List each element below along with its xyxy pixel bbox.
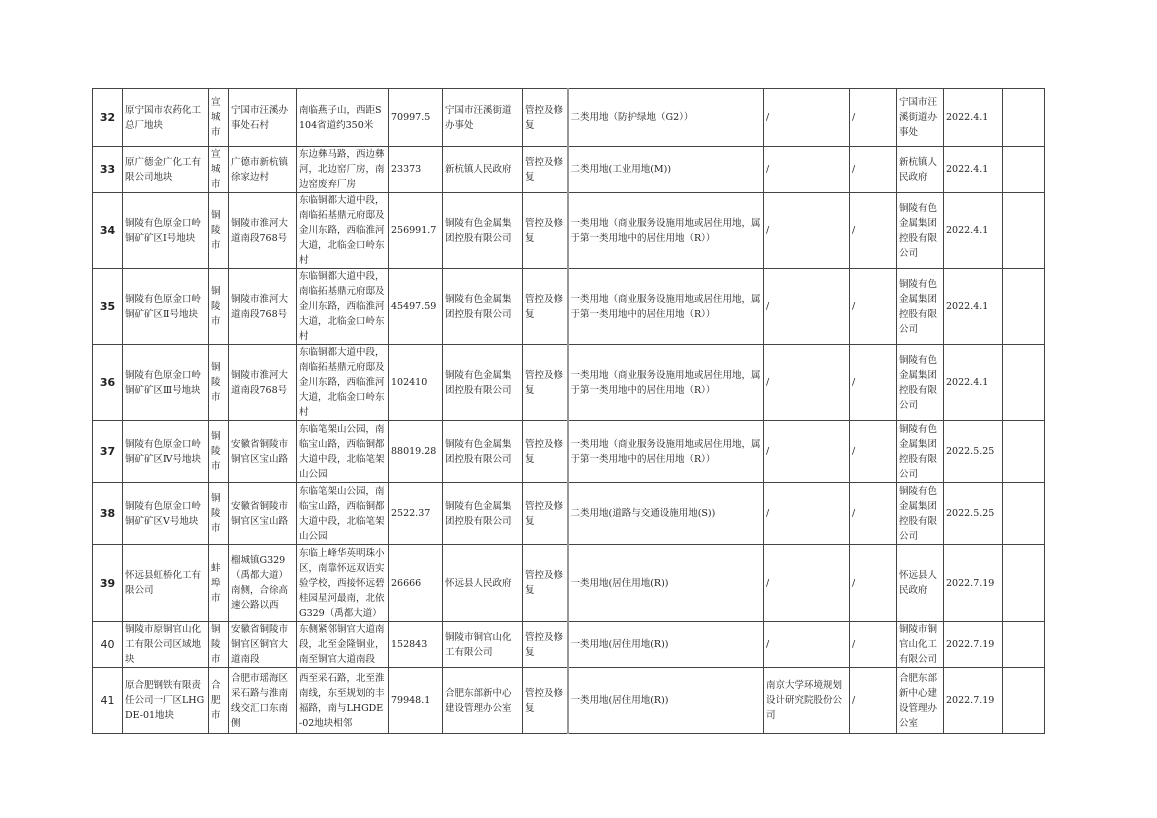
cell-consultant: / bbox=[764, 421, 850, 483]
cell-implementing-unit: 合肥东部新中心建设管理办公室 bbox=[897, 668, 944, 734]
cell-date: 2022.4.1 bbox=[944, 147, 1003, 193]
cell-remark bbox=[1003, 668, 1045, 734]
cell-date: 2022.7.19 bbox=[944, 668, 1003, 734]
cell-boundaries: 东临铜都大道中段，南临拓基鼎元府邸及金川东路，西临淮河大道，北临金口岭东村 bbox=[297, 193, 389, 269]
cell-location: 合肥市瑶海区采石路与淮南线交汇口东南侧 bbox=[229, 668, 297, 734]
cell-site-name: 原宁国市农药化工总厂地块 bbox=[123, 89, 209, 147]
cell-column-11: / bbox=[850, 622, 897, 668]
cell-site-name: 原广德金广化工有限公司地块 bbox=[123, 147, 209, 193]
cell-land-use: 二类用地(工业用地(M)) bbox=[568, 147, 764, 193]
cell-remark bbox=[1003, 193, 1045, 269]
table-row bbox=[93, 345, 1045, 421]
cell-area: 23373 bbox=[389, 147, 443, 193]
cell-responsible-party: 铜陵有色金属集团控股有限公司 bbox=[443, 421, 523, 483]
cell-measure-type: 管控及修复 bbox=[523, 89, 568, 147]
cell-measure-type: 管控及修复 bbox=[523, 421, 568, 483]
table-row bbox=[93, 421, 1045, 483]
cell-measure-type: 管控及修复 bbox=[523, 483, 568, 545]
cell-boundaries: 东临上峰华英明珠小区，南靠怀远双语实验学校，西接怀远碧桂园星河最南，北依G329（禹都大道） bbox=[297, 545, 389, 622]
cell-date: 2022.4.1 bbox=[944, 269, 1003, 345]
cell-measure-type: 管控及修复 bbox=[523, 193, 568, 269]
cell-row-number: 36 bbox=[93, 345, 123, 421]
cell-boundaries: 东临笔架山公园，南临宝山路，西临铜都大道中段，北临笔架山公园 bbox=[297, 483, 389, 545]
cell-site-name: 怀远县虹桥化工有限公司 bbox=[123, 545, 209, 622]
cell-consultant: / bbox=[764, 269, 850, 345]
table-row bbox=[93, 193, 1045, 269]
table-row bbox=[93, 147, 1045, 193]
cell-date: 2022.4.1 bbox=[944, 345, 1003, 421]
cell-implementing-unit: 新杭镇人民政府 bbox=[897, 147, 944, 193]
cell-consultant: / bbox=[764, 147, 850, 193]
cell-city: 铜陵市 bbox=[209, 345, 229, 421]
cell-land-use: 二类用地(道路与交通设施用地(S)) bbox=[568, 483, 764, 545]
table-row bbox=[93, 622, 1045, 668]
cell-column-11: / bbox=[850, 668, 897, 734]
cell-area: 102410 bbox=[389, 345, 443, 421]
cell-responsible-party: 铜陵有色金属集团控股有限公司 bbox=[443, 269, 523, 345]
cell-location: 榴城镇G329（禹都大道）南侧，合徐高速公路以西 bbox=[229, 545, 297, 622]
cell-measure-type: 管控及修复 bbox=[523, 345, 568, 421]
cell-implementing-unit: 铜陵有色金属集团控股有限公司 bbox=[897, 269, 944, 345]
cell-responsible-party: 合肥东部新中心建设管理办公室 bbox=[443, 668, 523, 734]
cell-responsible-party: 新杭镇人民政府 bbox=[443, 147, 523, 193]
table-row bbox=[93, 545, 1045, 622]
cell-city: 宣城市 bbox=[209, 147, 229, 193]
cell-responsible-party: 宁国市汪溪街道办事处 bbox=[443, 89, 523, 147]
cell-area: 88019.28 bbox=[389, 421, 443, 483]
cell-measure-type: 管控及修复 bbox=[523, 147, 568, 193]
cell-implementing-unit: 铜陵有色金属集团控股有限公司 bbox=[897, 345, 944, 421]
cell-land-use: 一类用地(居住用地(R)) bbox=[568, 545, 764, 622]
cell-date: 2022.4.1 bbox=[944, 89, 1003, 147]
cell-city: 宣城市 bbox=[209, 89, 229, 147]
cell-implementing-unit: 怀远县人民政府 bbox=[897, 545, 944, 622]
cell-city: 铜陵市 bbox=[209, 193, 229, 269]
cell-boundaries: 东临铜都大道中段，南临拓基鼎元府邸及金川东路，西临淮河大道，北临金口岭东村 bbox=[297, 345, 389, 421]
cell-row-number: 32 bbox=[93, 89, 123, 147]
cell-site-name: 原合肥钢铁有限责任公司一厂区LHGDE-01地块 bbox=[123, 668, 209, 734]
cell-remark bbox=[1003, 89, 1045, 147]
cell-boundaries: 南临燕子山，西距S104省道约350米 bbox=[297, 89, 389, 147]
cell-location: 安徽省铜陵市铜官区宝山路 bbox=[229, 483, 297, 545]
cell-implementing-unit: 铜陵有色金属集团控股有限公司 bbox=[897, 421, 944, 483]
cell-row-number: 41 bbox=[93, 668, 123, 734]
cell-consultant: / bbox=[764, 193, 850, 269]
cell-land-use: 一类用地（商业服务设施用地或居住用地，属于第一类用地中的居住用地（R）） bbox=[568, 269, 764, 345]
cell-consultant: / bbox=[764, 483, 850, 545]
cell-consultant: / bbox=[764, 622, 850, 668]
cell-column-11: / bbox=[850, 89, 897, 147]
cell-area: 256991.7 bbox=[389, 193, 443, 269]
cell-date: 2022.7.19 bbox=[944, 622, 1003, 668]
cell-date: 2022.7.19 bbox=[944, 545, 1003, 622]
cell-consultant: / bbox=[764, 89, 850, 147]
cell-city: 铜陵市 bbox=[209, 483, 229, 545]
cell-city: 铜陵市 bbox=[209, 269, 229, 345]
cell-column-11: / bbox=[850, 545, 897, 622]
cell-date: 2022.4.1 bbox=[944, 193, 1003, 269]
cell-column-11: / bbox=[850, 421, 897, 483]
table-row bbox=[93, 483, 1045, 545]
cell-boundaries: 东临笔架山公园，南临宝山路，西临铜都大道中段，北临笔架山公园 bbox=[297, 421, 389, 483]
cell-row-number: 40 bbox=[93, 622, 123, 668]
table-row bbox=[93, 89, 1045, 147]
cell-city: 合肥市 bbox=[209, 668, 229, 734]
cell-location: 宁国市汪溪办事处石村 bbox=[229, 89, 297, 147]
cell-land-use: 一类用地(居住用地(R)) bbox=[568, 668, 764, 734]
cell-responsible-party: 铜陵市铜官山化工有限公司 bbox=[443, 622, 523, 668]
cell-implementing-unit: 铜陵有色金属集团控股有限公司 bbox=[897, 193, 944, 269]
cell-responsible-party: 铜陵有色金属集团控股有限公司 bbox=[443, 483, 523, 545]
cell-row-number: 33 bbox=[93, 147, 123, 193]
cell-implementing-unit: 铜陵有色金属集团控股有限公司 bbox=[897, 483, 944, 545]
cell-row-number: 39 bbox=[93, 545, 123, 622]
cell-consultant: / bbox=[764, 345, 850, 421]
cell-measure-type: 管控及修复 bbox=[523, 545, 568, 622]
cell-remark bbox=[1003, 147, 1045, 193]
contaminated-sites-table bbox=[92, 88, 1045, 734]
cell-location: 铜陵市淮河大道南段768号 bbox=[229, 345, 297, 421]
cell-city: 蚌埠市 bbox=[209, 545, 229, 622]
cell-column-11: / bbox=[850, 147, 897, 193]
cell-city: 铜陵市 bbox=[209, 421, 229, 483]
cell-row-number: 34 bbox=[93, 193, 123, 269]
cell-site-name: 铜陵有色原金口岭铜矿矿区Ⅳ号地块 bbox=[123, 421, 209, 483]
cell-boundaries: 西至采石路，北至淮南线，东至规划的丰福路，南与LHGDE-02地块相邻 bbox=[297, 668, 389, 734]
cell-column-11: / bbox=[850, 483, 897, 545]
cell-boundaries: 东侧紧邻铜官大道南段，北至金隆铜业，南至铜官大道南段 bbox=[297, 622, 389, 668]
table-row bbox=[93, 269, 1045, 345]
cell-consultant: 南京大学环境规划设计研究院股份公司 bbox=[764, 668, 850, 734]
cell-remark bbox=[1003, 269, 1045, 345]
cell-site-name: 铜陵市原铜官山化工有限公司区域地块 bbox=[123, 622, 209, 668]
cell-area: 79948.1 bbox=[389, 668, 443, 734]
cell-date: 2022.5.25 bbox=[944, 483, 1003, 545]
cell-remark bbox=[1003, 622, 1045, 668]
cell-column-11: / bbox=[850, 345, 897, 421]
cell-area: 152843 bbox=[389, 622, 443, 668]
cell-city: 铜陵市 bbox=[209, 622, 229, 668]
table-row bbox=[93, 668, 1045, 734]
cell-responsible-party: 铜陵有色金属集团控股有限公司 bbox=[443, 345, 523, 421]
cell-location: 铜陵市淮河大道南段768号 bbox=[229, 193, 297, 269]
cell-site-name: 铜陵有色原金口岭铜矿矿区Ⅴ号地块 bbox=[123, 483, 209, 545]
cell-row-number: 37 bbox=[93, 421, 123, 483]
cell-remark bbox=[1003, 545, 1045, 622]
cell-implementing-unit: 铜陵市铜官山化工有限公司 bbox=[897, 622, 944, 668]
cell-boundaries: 东边彝马路，西边彝河，北边窑厂房，南边窑废弃厂房 bbox=[297, 147, 389, 193]
cell-location: 安徽省铜陵市铜官区宝山路 bbox=[229, 421, 297, 483]
cell-responsible-party: 铜陵有色金属集团控股有限公司 bbox=[443, 193, 523, 269]
cell-area: 2522.37 bbox=[389, 483, 443, 545]
cell-row-number: 35 bbox=[93, 269, 123, 345]
cell-site-name: 铜陵有色原金口岭铜矿矿区Ⅱ号地块 bbox=[123, 269, 209, 345]
cell-location: 安徽省铜陵市铜官区铜官大道南段 bbox=[229, 622, 297, 668]
cell-remark bbox=[1003, 421, 1045, 483]
cell-implementing-unit: 宁国市汪溪街道办事处 bbox=[897, 89, 944, 147]
cell-measure-type: 管控及修复 bbox=[523, 269, 568, 345]
cell-measure-type: 管控及修复 bbox=[523, 668, 568, 734]
cell-consultant: / bbox=[764, 545, 850, 622]
cell-area: 70997.5 bbox=[389, 89, 443, 147]
cell-responsible-party: 怀远县人民政府 bbox=[443, 545, 523, 622]
cell-date: 2022.5.25 bbox=[944, 421, 1003, 483]
cell-land-use: 二类用地（防护绿地（G2）） bbox=[568, 89, 764, 147]
cell-row-number: 38 bbox=[93, 483, 123, 545]
table-body bbox=[93, 89, 1045, 734]
cell-area: 45497.59 bbox=[389, 269, 443, 345]
cell-measure-type: 管控及修复 bbox=[523, 622, 568, 668]
cell-remark bbox=[1003, 483, 1045, 545]
cell-site-name: 铜陵有色原金口岭铜矿矿区Ⅲ号地块 bbox=[123, 345, 209, 421]
cell-location: 广德市新杭镇徐家边村 bbox=[229, 147, 297, 193]
cell-boundaries: 东临铜都大道中段，南临拓基鼎元府邸及金川东路，西临淮河大道，北临金口岭东村 bbox=[297, 269, 389, 345]
cell-land-use: 一类用地（商业服务设施用地或居住用地，属于第一类用地中的居住用地（R）） bbox=[568, 193, 764, 269]
cell-site-name: 铜陵有色原金口岭铜矿矿区Ⅰ号地块 bbox=[123, 193, 209, 269]
cell-area: 26666 bbox=[389, 545, 443, 622]
cell-land-use: 一类用地（商业服务设施用地或居住用地，属于第一类用地中的居住用地（R）） bbox=[568, 345, 764, 421]
cell-column-11: / bbox=[850, 269, 897, 345]
cell-location: 铜陵市淮河大道南段768号 bbox=[229, 269, 297, 345]
cell-land-use: 一类用地（商业服务设施用地或居住用地，属于第一类用地中的居住用地（R）） bbox=[568, 421, 764, 483]
cell-land-use: 一类用地(居住用地(R)) bbox=[568, 622, 764, 668]
cell-remark bbox=[1003, 345, 1045, 421]
cell-column-11: / bbox=[850, 193, 897, 269]
